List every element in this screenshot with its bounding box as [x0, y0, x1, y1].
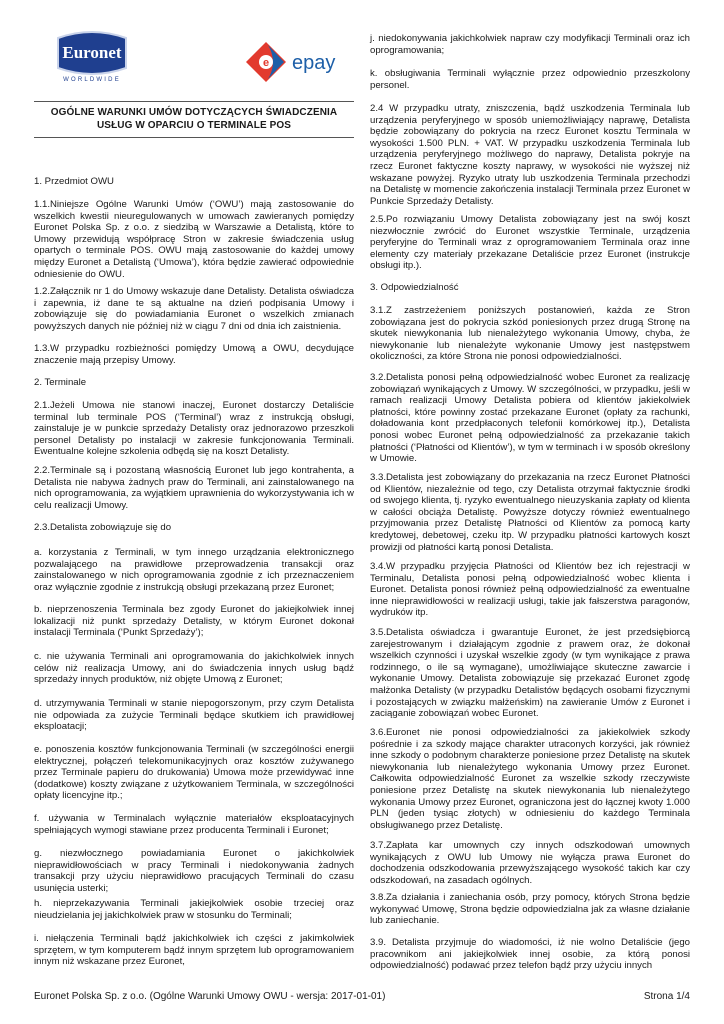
list-item-f: f. używania w Terminalach wyłącznie materiałów eksploatacyjnych spełniających wymogi stawiane przez producenta Terminali i Euronet;	[34, 813, 354, 836]
list-item-i: i. niełączenia Terminali bądź jakichkolwiek ich części z jakimkolwiek sprzętem, w tym komputerem bądź innym sprzętem lub oprogramowaniem innym niż wskazane przez Euronet,	[34, 933, 354, 968]
paragraph-2-5: 2.5.Po rozwiązaniu Umowy Detalista zobowiązany jest na swój koszt niezwłocznie zwrócić do Euronet wszystkie Terminale, urządzenia peryferyjne do Terminali wraz z oprogramowaniem Terminala oraz inne elementy czy materiały przekazane Detaliście przez Euronet (instrukcje obsługi itp.).	[370, 214, 690, 272]
paragraph-1-2: 1.2.Załącznik nr 1 do Umowy wskazuje dane Detalisty. Detalista oświadcza i zapewnia, iż dane te są aktualne na dzień podpisania Umowy i zobowiązuje się do powiadamiania Euronet o wszelkich zmianach powyższych danych nie później niż w ciągu 7 dni od dnia ich zaistnienia.	[34, 286, 354, 332]
footer-company-version: Euronet Polska Sp. z o.o. (Ogólne Warunki Umowy OWU - wersja: 2017-01-01)	[34, 991, 386, 1002]
section-heading-2: 2. Terminale	[34, 377, 87, 388]
title-rule-top	[34, 101, 354, 102]
paragraph-2-1: 2.1.Jeżeli Umowa nie stanowi inaczej, Euronet dostarczy Detaliście terminal lub terminale POS (‘Terminal’) wraz z instrukcją obsługi, zainstaluje je w punkcie sprzedaży Detalisty oraz jednorazowo przeszkoli personel Detalisty po instalacji w zakresie funkcjonowania Terminali. Ewentualne kolejne szkolenia odbędą się na koszt Detalisty.	[34, 400, 354, 458]
list-item-b: b. nieprzenoszenia Terminala bez zgody Euronet do jakiejkolwiek innej lokalizacji niż punkt sprzedaży Detalisty, w którym Euronet dokonał instalacji Terminala (‘Punkt Sprzedaży’);	[34, 604, 354, 639]
paragraph-3-6: 3.6.Euronet nie ponosi odpowiedzialności za jakiekolwiek szkody pośrednie i za szkody mające charakter utraconych korzyści, jak również inne szkody o podobnym charakterze poniesione przez Detalistę na skutek niewykonania lub nienależytego wykonania Umowy przez Euronet. Całkowita odpowiedzialność Euronet za wszelkie szkody rzeczywiste poniesione przez Detalistę na skutek niewykonania lub nienależytego wykonania Umowy przez Euronet, ograniczona jest do łącznej kwoty 1.000 PLN (jeden tysiąc złotych) w odniesieniu do każdego Terminala obsługiwanego przez Detalistę.	[370, 727, 690, 831]
paragraph-1-1: 1.1.Niniejsze Ogólne Warunki Umów (‘OWU’) mają zastosowanie do wszelkich kwestii nieuregulowanych w umowach zawieranych pomiędzy Euronet Polska Sp. z o.o. z siedzibą w Warszawie a Detalistą, które to Umowy przewidują współpracę Stron w zakresie świadczenia usług opartych o terminale POS. OWU mają zastosowanie do każdej umowy między Euronet a Detalistą (‘Umowa’), która będzie zawierać odpowiednie odniesienie do OWU.	[34, 199, 354, 280]
list-item-a: a. korzystania z Terminali, w tym innego urządzania elektronicznego pozwalającego na prawidłowe przeprowadzenia transakcji oraz zainstalowanego w nich oprogramowania zgodnie z ich przeznaczeniem oraz wyłącznie zgodnie z instrukcją obsługi przekazaną przez Euronet;	[34, 547, 354, 593]
title-line-2: USŁUG W OPARCIU O TERMINALE POS	[96, 120, 292, 131]
section-heading-1: 1. Przedmiot OWU	[34, 176, 114, 187]
svg-text:e: e	[262, 57, 270, 69]
title-line-1: OGÓLNE WARUNKI UMÓW DOTYCZĄCYCH ŚWIADCZENIA	[50, 107, 338, 118]
paragraph-2-3: 2.3.Detalista zobowiązuje się do	[34, 522, 172, 533]
paragraph-3-7: 3.7.Zapłata kar umownych czy innych odszkodowań umownych wynikających z OWU lub Umowy nie wyłącza prawa Euronet do dochodzenia odszkodowania przewyższającego wysokość takich kar czy odszkodowań, na zasadach ogólnych.	[370, 840, 690, 886]
paragraph-3-5: 3.5.Detalista oświadcza i gwarantuje Euronet, że jest przedsiębiorcą zarejestrowanym i działającym zgodnie z prawem oraz, że dokonał wszelkich czynności i uzyskał wszelkie zgody (w tym wynikające z prawa rodzinnego, o ile są wymagane), umożliwiające skuteczne zawarcie i wykonanie Umowy. Detalista zobowiązuje się przekazać Euronet zgodę małżonka Detalisty (w przypadku Detalistów będących osobami fizycznymi i pozostających w związku małżeńskim) na zawieranie Umów z Euronet i zaciąganie zobowiązań wobec Euronet.	[370, 627, 690, 720]
list-item-k: k. obsługiwania Terminali wyłącznie przez odpowiednio przeszkolony personel.	[370, 68, 690, 91]
document-title	[34, 106, 354, 132]
paragraph-3-8: 3.8.Za działania i zaniechania osób, przy pomocy, których Strona będzie wykonywać Umowę, Strona będzie odpowiedzialna jak za własne działanie lub zaniechanie.	[370, 892, 690, 927]
title-rule-bottom	[34, 137, 354, 138]
list-item-h: h. nieprzekazywania Terminali jakiejkolwiek osobie trzeciej oraz nieudzielania jej jakichkolwiek praw w stosunku do Terminali;	[34, 898, 354, 921]
list-item-j: j. niedokonywania jakichkolwiek napraw czy modyfikacji Terminali oraz ich oprogramowania;	[370, 33, 690, 56]
paragraph-3-9: 3.9. Detalista przyjmuje do wiadomości, iż nie wolno Detaliście (jego pracownikom ani jakiejkolwiek innej osobie, za którą ponosi odpowiedzialność) podawać przez telefon bądź przy użyciu innych	[370, 937, 690, 972]
paragraph-3-3: 3.3.Detalista jest zobowiązany do przekazania na rzecz Euronet Płatności od Klientów, niezależnie od tego, czy Detalista otrzymał faktycznie środki od swojego klienta, tj. ryzyko ewentualnego nieuzyskania zapłaty od klienta w całości obciąża Detalistę. Powyższe dotyczy również ewentualnego przyjmowania przez Detalistę Płatności od Klientów za pomocą karty kredytowej, debetowej, czeku itp. W przypadku płatności kartowych koszt prowizji od płatności kartą ponosi Detalista.	[370, 472, 690, 553]
epay-logo-text: epay	[292, 52, 336, 74]
list-item-d: d. utrzymywania Terminali w stanie niepogorszonym, przy czym Detalista nie odpowiada za zużycie Terminali będące skutkiem ich prawidłowej eksploatacji;	[34, 698, 354, 733]
paragraph-2-2: 2.2.Terminale są i pozostaną własnością Euronet lub jego kontrahenta, a Detalista nie nabywa żadnych praw do Terminali, ani zainstalowanego na nich oprogramowania, za wyjątkiem uprawnienia do wykorzystywania ich w celu realizacji Umowy.	[34, 465, 354, 511]
euronet-logo-text: Euronet	[62, 43, 122, 62]
list-item-c: c. nie używania Terminali ani oprogramowania do jakichkolwiek innych celów niż realizacja Umowy, ani do świadczenia innych usług bądź sprzedaży innych produktów, niż objęte Umową z Euronet;	[34, 651, 354, 686]
paragraph-3-4: 3.4.W przypadku przyjęcia Płatności od Klientów bez ich rejestracji w Terminalu, Detalista ponosi pełną odpowiedzialność wobec klienta i Euronet. Detalista ponosi również pełną odpowiedzialność za ewentualne inne nieprawidłowości w realizacji usługi, takie jak fałszerstwa paragonów, wydruków itp.	[370, 561, 690, 619]
paragraph-2-4: 2.4 W przypadku utraty, zniszczenia, bądź uszkodzenia Terminala lub urządzenia peryferyjnego w sposób uniemożliwiający naprawę, Detalista będzie zobowiązany do pokrycia na rzecz Euronet kosztu Terminala w wysokości 1.500 PLN. + VAT. W przypadku uszkodzenia Terminala lub urządzenia peryferyjnego możliwego do naprawy, Detalista pokryje na rzecz Euronet faktyczne koszty naprawy, w wysokości nie wyższej niż wskazane powyżej. Ryzyko utraty lub uszkodzenia Terminala przechodzi na Detalistę w momencie zakończenia instalacji Terminala przez Euronet w Punkcie Sprzedaży Detalisty.	[370, 103, 690, 207]
paragraph-3-1: 3.1.Z zastrzeżeniem poniższych postanowień, każda ze Stron zobowiązana jest do pokrycia szkód poniesionych przez drugą Stronę na skutek niewykonania lub nienależytego wykonania Umowy, chyba, że niewykonanie lub nienależyte wykonanie Umowy jest następstwem okoliczności, za które Strona nie ponosi odpowiedzialności.	[370, 305, 690, 363]
epay-logo	[244, 40, 344, 84]
list-item-e: e. ponoszenia kosztów funkcjonowania Terminali (w szczególności energii elektrycznej, połączeń telekomunikacyjnych oraz kosztów zużywanego przez Terminale papieru do drukowania) Umowa może przewidywać inne (dodatkowe) koszty związane z użytkowaniem Terminala, w szczególności opłaty licencyjne itp.;	[34, 744, 354, 802]
euronet-logo-sub: WORLDWIDE	[63, 77, 121, 83]
section-heading-3: 3. Odpowiedzialność	[370, 282, 459, 293]
list-item-g: g. niezwłocznego powiadamiania Euronet o jakichkolwiek nieprawidłowościach w pracy Terminali i niedokonywania żadnych transakcji przy użyciu nieprawidłowo pracujących Terminali do czasu usunięcia usterki;	[34, 848, 354, 894]
paragraph-1-3: 1.3.W przypadku rozbieżności pomiędzy Umową a OWU, decydujące znaczenie mają przepisy Umowy.	[34, 343, 354, 366]
euronet-logo	[52, 28, 132, 83]
paragraph-3-2: 3.2.Detalista ponosi pełną odpowiedzialność wobec Euronet za realizację zobowiązań wynikających z Umowy. W szczególności, w przypadku, jeśli w ramach realizacji Umowy Detalista pobiera od klientów jakiekolwiek płatności, które powinny zostać przekazane Euronet (opłaty za rachunki, doładowania kont przedpłaconych telefonii komórkowej itp.), Detalista ponosi wobec Euronet pełną odpowiedzialność za przekazanie takich płatności (‘Płatności od Klientów’), w tym w terminach i w sposób określony w Umowie.	[370, 372, 690, 465]
footer-page-number: Strona 1/4	[643, 991, 690, 1002]
